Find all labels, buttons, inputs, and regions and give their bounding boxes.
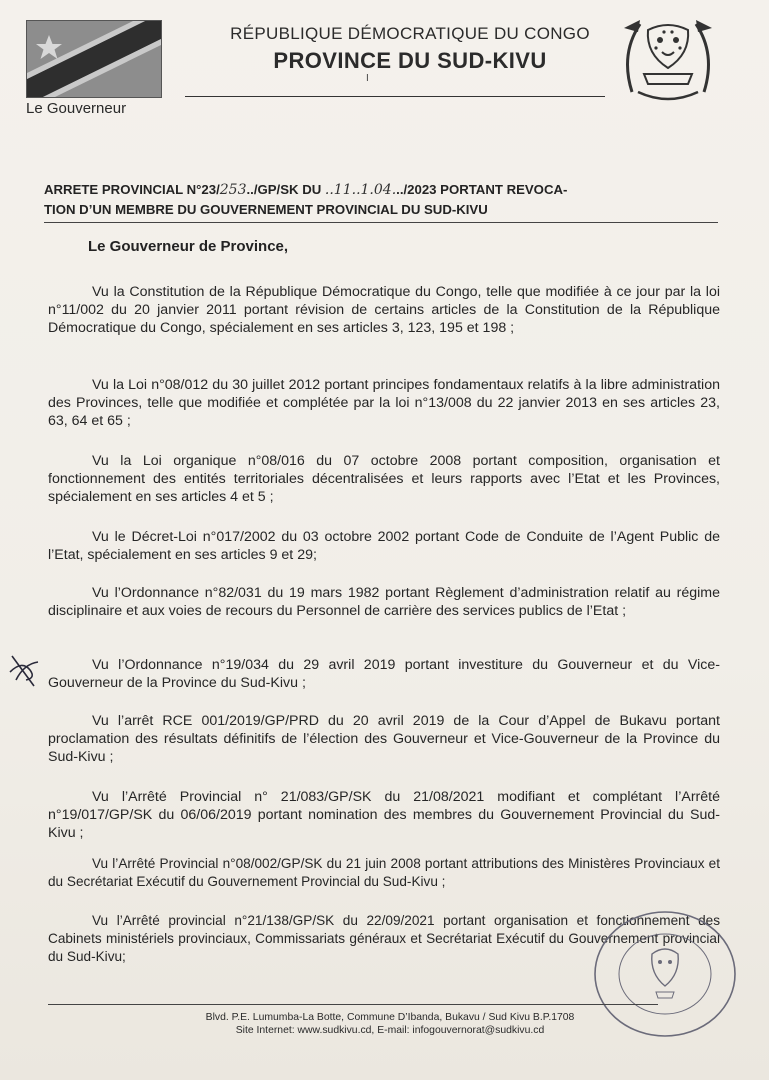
whereas-paragraph: Vu la Constitution de la République Démocratique du Congo, telle que modifiée à ce jour par la loi n°11/002 du 20 janvier 2011 portant révision de certains articles de la Constitution de la République Démocratique du Congo, spécialement en ses articles 3, 123, 195 et 198 ; <box>48 284 720 336</box>
province-heading: PROVINCE DU SUD-KIVU <box>273 48 547 73</box>
footer-divider <box>48 1004 658 1005</box>
footer-website: Site Internet: www.sudkivu.cd, E-mail: infogouvernorat@sudkivu.cd <box>235 1025 545 1036</box>
title-underline <box>44 222 718 223</box>
title-part-end: ../2023 PORTANT REVOCA- <box>396 182 568 197</box>
handwritten-initials-icon <box>4 650 44 690</box>
whereas-paragraph: Vu l’arrêt RCE 001/2019/GP/PRD du 20 avril 2019 de la Cour d’Appel de Bukavu portant proclamation des résultats définitifs de l’élection des Gouverneur et Vice-Gouverneur de la Province du Sud-Kivu ; <box>48 713 720 765</box>
decree-title-line1 <box>44 180 724 200</box>
decree-title-line2: TION D’UN MEMBRE DU GOUVERNEMENT PROVINCIAL DU SUD-KIVU <box>44 202 488 217</box>
title-part-mid: ../GP/SK DU <box>246 182 325 197</box>
whereas-paragraph: Vu le Décret-Loi n°017/2002 du 03 octobre 2002 portant Code de Conduite de l’Agent Public de l’Etat, spécialement en ses articles 9 et 29; <box>48 529 720 563</box>
decree-title <box>44 180 724 219</box>
whereas-paragraph: Vu la Loi organique n°08/016 du 07 octobre 2008 portant composition, organisation et fonctionnement des entités territoriales décentralisées et leurs rapports avec l’Etat et les Provinces, spécialement en ses articles 4 et 5 ; <box>48 453 720 505</box>
whereas-paragraph: Vu l’Ordonnance n°82/031 du 19 mars 1982 portant Règlement d’administration relatif au régime disciplinaire et aux voies de recours du Personnel de carrière des services publics de l’Etat ; <box>48 585 720 619</box>
governor-label: Le Gouverneur <box>26 100 127 117</box>
whereas-paragraph: Vu l’Arrêté Provincial n° 21/083/GP/SK du 21/08/2021 modifiant et complétant l’Arrêté n°19/017/GP/SK du 06/06/2019 portant nomination des membres du Gouvernement Provincial du Sud-Kivu ; <box>48 789 720 841</box>
handwritten-decree-date: ..11..1.04. <box>324 182 397 198</box>
drc-flag-icon <box>26 20 162 98</box>
republic-heading: RÉPUBLIQUE DÉMOCRATIQUE DU CONGO <box>230 24 590 43</box>
whereas-paragraph: Vu la Loi n°08/012 du 30 juillet 2012 portant principes fondamentaux relatifs à la libre administration des Provinces, telle que modifiée et complétée par la loi n°13/008 du 22 janvier 2013 en ses articles 23, 63, 64 et 65 ; <box>48 377 720 429</box>
title-part-start: ARRETE PROVINCIAL N°23/ <box>44 182 220 197</box>
header-divider <box>185 96 605 97</box>
greeting: Le Gouverneur de Province, <box>88 238 289 255</box>
handwritten-decree-number: 253 <box>219 182 247 198</box>
leopard-coat-of-arms-icon <box>618 14 718 104</box>
whereas-paragraph: Vu l’Arrêté provincial n°21/138/GP/SK du 22/09/2021 portant organisation et fonctionnement des Cabinets ministériels provinciaux, Commissariats généraux et Secrétariat Exécutif du Gouvernement provincial du Sud-Kivu; <box>48 913 720 964</box>
footer-address: Blvd. P.E. Lumumba-La Botte, Commune D’Ibanda, Bukavu / Sud Kivu B.P.1708 <box>205 1012 575 1023</box>
whereas-paragraph: Vu l’Arrêté Provincial n°08/002/GP/SK du 21 juin 2008 portant attributions des Ministères Provinciaux et du Secrétariat Exécutif du Gouvernement Provincial du Sud-Kivu ; <box>48 856 720 889</box>
header-tick: I <box>366 73 369 84</box>
whereas-paragraph: Vu l’Ordonnance n°19/034 du 29 avril 2019 portant investiture du Gouverneur et du Vice-Gouverneur de la Province du Sud-Kivu ; <box>48 657 720 691</box>
